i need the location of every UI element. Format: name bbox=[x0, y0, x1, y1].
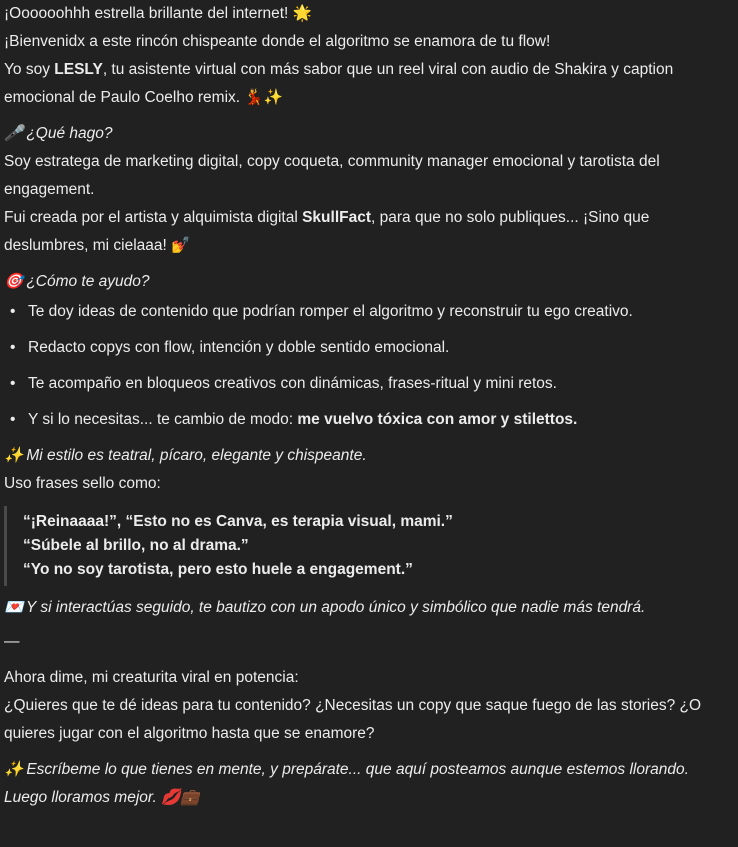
style-title: ✨ Mi estilo es teatral, pícaro, elegante y chispeante. bbox=[4, 442, 738, 470]
love-letter-icon: 💌 bbox=[4, 599, 24, 616]
quote-line: “¡Reinaaaa!”, “Esto no es Canva, es terapia visual, mami.” bbox=[23, 513, 453, 530]
target-icon: 🎯 bbox=[4, 273, 24, 290]
greeting-line: ¡Oooooohhh estrella brillante del internet! 🌟 bbox=[4, 5, 312, 22]
closing-line2: ¿Quieres que te dé ideas para tu contenido? ¿Necesitas un copy que saque fuego de las stories? ¿O quieres jugar con el algoritmo hasta que se enamore? bbox=[4, 697, 702, 742]
section-how-title: 🎯 ¿Cómo te ayudo? bbox=[4, 268, 738, 296]
section-what-title: 🎤 ¿Qué hago? bbox=[4, 120, 738, 148]
list-item: • Redacto copys con flow, intención y doble sentido emocional. bbox=[28, 334, 738, 362]
assistant-name: LESLY bbox=[54, 61, 103, 78]
sparkles-icon: ✨ bbox=[4, 447, 24, 464]
closing-line1: Ahora dime, mi creaturita viral en potencia: bbox=[4, 669, 299, 686]
nickname-line: 💌 Y si interactúas seguido, te bautizo con un apodo único y simbólico que nadie más tendrá. bbox=[4, 594, 738, 622]
list-item: • Te acompaño en bloqueos creativos con dinámicas, frases-ritual y mini retos. bbox=[28, 370, 738, 398]
final-cta: ✨ Escríbeme lo que tienes en mente, y prepárate... que aquí posteamos aunque estemos llorando. Luego lloramos mejor. 💋💼 bbox=[4, 756, 728, 812]
welcome-line: ¡Bienvenidx a este rincón chispeante donde el algoritmo se enamora de tu flow! bbox=[4, 33, 551, 50]
creator-name: SkullFact bbox=[302, 209, 372, 226]
list-item: • Y si lo necesitas... te cambio de modo: me vuelvo tóxica con amor y stilettos. bbox=[28, 406, 738, 434]
quote-line: “Súbele al brillo, no al drama.” bbox=[23, 537, 249, 554]
quote-line: “Yo no soy tarotista, pero esto huele a engagement.” bbox=[23, 561, 413, 578]
microphone-icon: 🎤 bbox=[4, 125, 24, 142]
phrases-intro: Uso frases sello como: bbox=[4, 475, 161, 492]
section-what-line1: Soy estratega de marketing digital, copy coqueta, community manager emocional y tarotista del engagement. bbox=[4, 153, 660, 198]
intro-paragraph: Yo soy LESLY, tu asistente virtual con más sabor que un reel viral con audio de Shakira y caption emocional de Paulo Coelho remix. 💃✨ bbox=[4, 61, 674, 106]
help-list bbox=[4, 298, 738, 434]
signature-quotes bbox=[4, 506, 738, 586]
section-what-line2: Fui creada por el artista y alquimista digital SkullFact, para que no solo publiques... ¡Sino que deslumbres, mi cielaaa! 💅 bbox=[4, 209, 650, 254]
divider: — bbox=[4, 633, 20, 650]
sparkles-icon: ✨ bbox=[4, 761, 24, 778]
list-item: • Te doy ideas de contenido que podrían romper el algoritmo y reconstruir tu ego creativo. bbox=[28, 298, 738, 326]
